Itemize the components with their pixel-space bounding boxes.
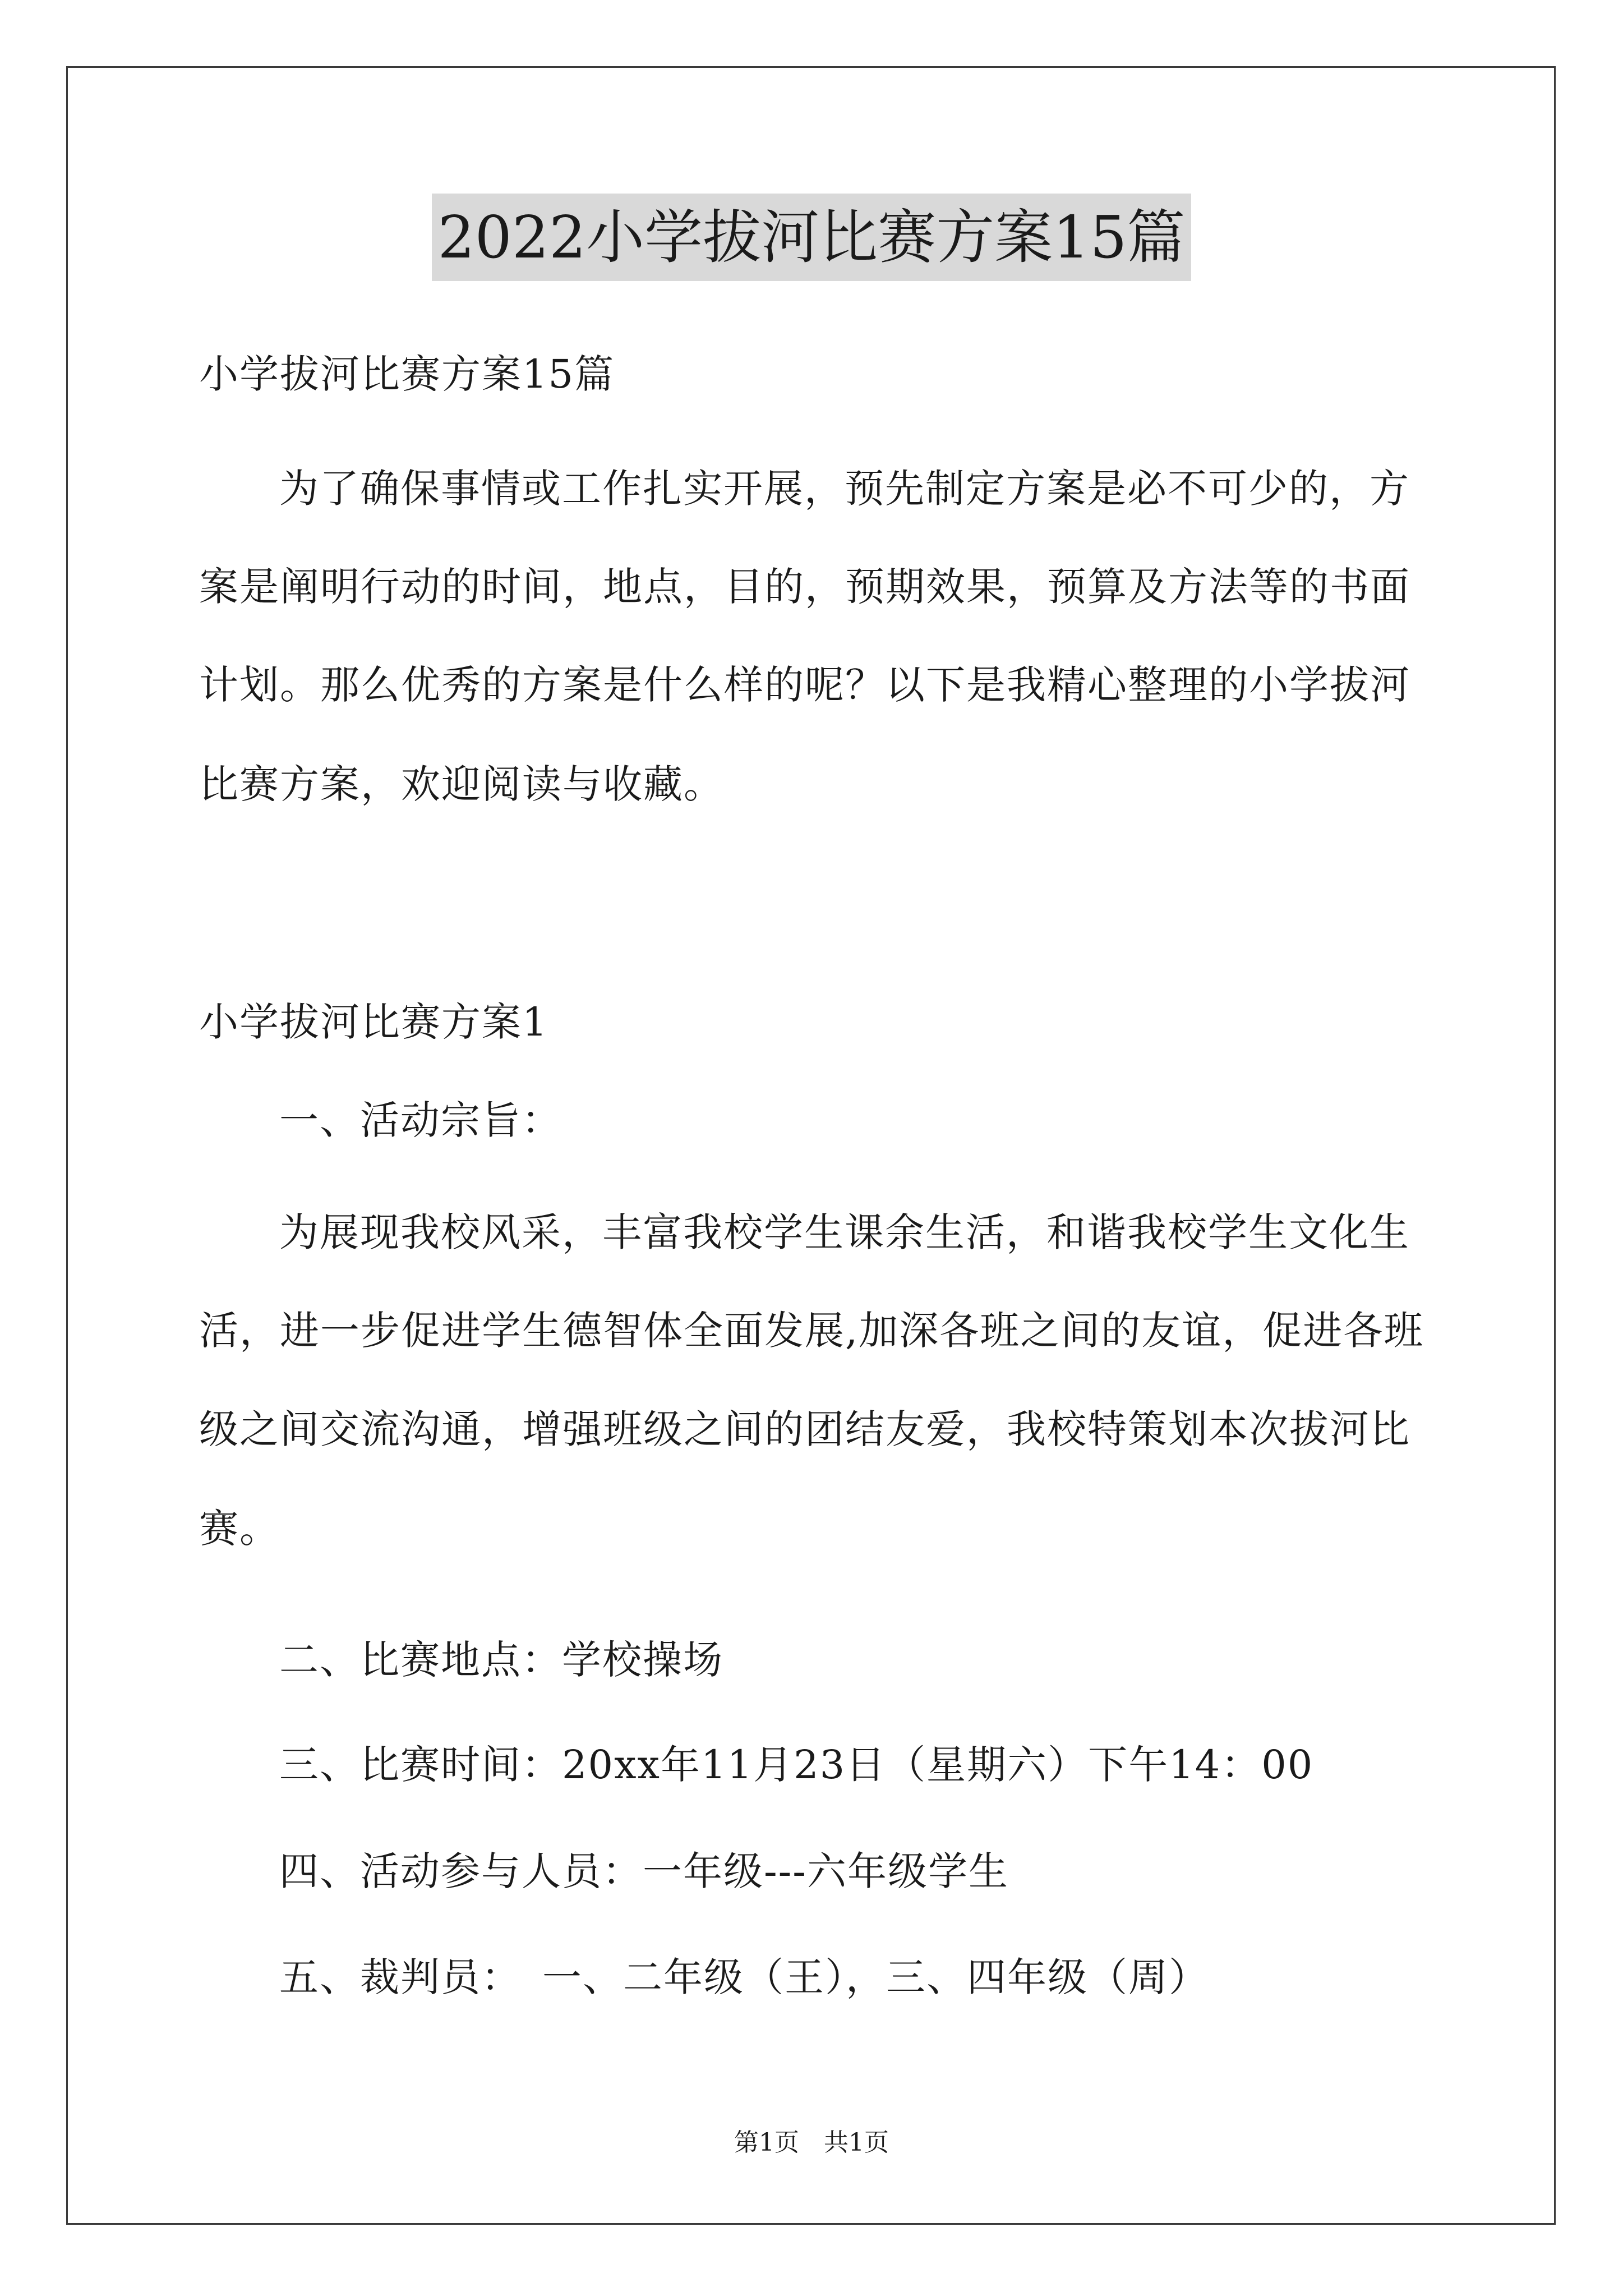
page-footer: 第1页 共1页 — [734, 2128, 889, 2157]
item-1-label: 一、活动宗旨： — [279, 1097, 562, 1143]
purpose-line-3: 级之间交流沟通，增强班级之间的团结友爱，我校特策划本次拔河比 — [199, 1406, 1410, 1452]
purpose-line-2: 活，进一步促进学生德智体全面发展,加深各班之间的友谊，促进各班 — [199, 1308, 1424, 1354]
intro-line-3: 计划。那么优秀的方案是什么样的呢？以下是我精心整理的小学拔河 — [199, 662, 1410, 708]
document-title — [0, 194, 1623, 281]
intro-line-4: 比赛方案，欢迎阅读与收藏。 — [199, 761, 724, 807]
intro-line-1: 为了确保事情或工作扎实开展，预先制定方案是必不可少的，方 — [279, 466, 1410, 512]
intro-line-2: 案是阐明行动的时间，地点，目的，预期效果，预算及方法等的书面 — [199, 564, 1410, 610]
document-subtitle: 小学拔河比赛方案15篇 — [199, 351, 615, 397]
document-title-text: 2022小学拔河比赛方案15篇 — [432, 194, 1191, 281]
item-4: 四、活动参与人员：一年级---六年级学生 — [279, 1848, 1009, 1894]
section-heading: 小学拔河比赛方案1 — [199, 999, 548, 1045]
purpose-line-4: 赛。 — [199, 1506, 280, 1552]
item-2: 二、比赛地点：学校操场 — [279, 1637, 723, 1683]
item-5: 五、裁判员： 一、二年级（王），三、四年级（周） — [279, 1954, 1209, 2000]
item-3: 三、比赛时间：20xx年11月23日（星期六）下午14：00 — [279, 1742, 1314, 1788]
purpose-line-1: 为展现我校风采，丰富我校学生课余生活，和谐我校学生文化生 — [279, 1209, 1410, 1255]
